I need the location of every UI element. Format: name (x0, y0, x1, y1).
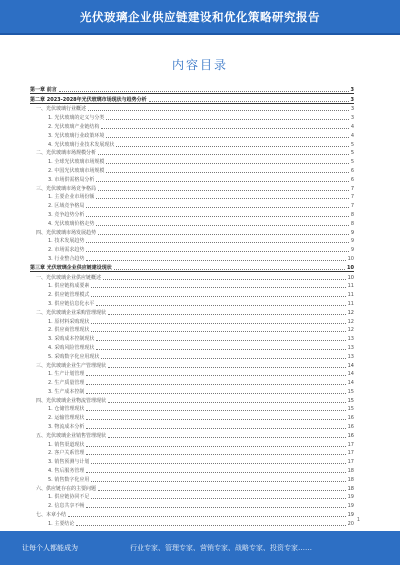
toc-entry-page: 12 (347, 318, 354, 325)
toc-entry[interactable] (30, 200, 354, 209)
toc-leader-dots (91, 322, 345, 324)
toc-entry[interactable] (30, 404, 354, 413)
toc-entry-page: 13 (347, 344, 354, 351)
toc-entry-title: 1. 主要结论 (48, 520, 75, 527)
toc-entry[interactable] (30, 218, 354, 227)
toc-entry-title: 第三章 光伏玻璃企业供应链建设现状 (30, 264, 112, 271)
toc-leader-dots (86, 445, 345, 447)
toc-leader-dots (96, 339, 345, 341)
report-header (0, 0, 400, 35)
toc-entry-title: 4. 光伏玻璃行业技术发展现状 (48, 141, 115, 148)
toc-entry-title: 二、光伏玻璃市场规模分析 (36, 150, 97, 157)
toc-entry-page: 14 (347, 380, 354, 387)
toc-leader-dots (98, 233, 349, 235)
toc-entry[interactable] (30, 165, 354, 174)
toc-entry[interactable] (30, 492, 354, 501)
toc-leader-dots (101, 357, 345, 359)
toc-leader-dots (86, 241, 348, 243)
toc-entry[interactable] (30, 307, 354, 316)
toc-entry[interactable] (30, 386, 354, 395)
toc-entry[interactable] (30, 183, 354, 192)
toc-entry-title: 4. 采购风险管理现状 (48, 344, 95, 351)
toc-entry[interactable] (30, 148, 354, 157)
toc-entry[interactable] (30, 104, 354, 113)
toc-entry[interactable] (30, 316, 354, 325)
toc-entry[interactable] (30, 112, 354, 121)
toc-entry-title: 3. 生产成本控制 (48, 388, 85, 395)
toc-entry[interactable] (30, 483, 354, 492)
toc-entry[interactable] (30, 333, 354, 342)
toc-entry-title: 二、光伏玻璃企业采购管理现状 (36, 309, 107, 316)
toc-entry-page: 6 (350, 167, 354, 174)
toc-entry-page: 18 (347, 468, 354, 475)
toc-leader-dots (91, 480, 345, 482)
toc-entry[interactable] (30, 500, 354, 509)
toc-entry-page: 10 (347, 274, 354, 281)
toc-leader-dots (91, 295, 345, 297)
toc-entry-page: 5 (350, 141, 354, 148)
toc-entry-title: 3. 供应链信息化水平 (48, 300, 95, 307)
toc-entry-title: 2. 供应链管理模式 (48, 292, 90, 299)
toc-leader-dots (88, 109, 349, 111)
toc-leader-dots (91, 462, 345, 464)
toc-entry-title: 3. 光伏玻璃行业政策环境 (48, 132, 105, 139)
toc-entry-title: 4. 售后服务管理 (48, 468, 85, 475)
toc-entry-title: 2. 市场需求趋势 (48, 247, 85, 254)
toc-entry-page: 12 (347, 309, 354, 316)
toc-entry-page: 7 (350, 185, 354, 192)
toc-leader-dots (106, 136, 348, 138)
footer-tagline: 行业专家、管理专家、营销专家、战略专家、投资专家…… (130, 544, 312, 552)
toc-entry-page: 11 (347, 292, 354, 299)
toc-entry[interactable] (30, 236, 354, 245)
table-of-contents (30, 84, 354, 527)
toc-leader-dots (68, 515, 346, 517)
toc-leader-dots (114, 268, 345, 270)
toc-entry[interactable] (30, 192, 354, 201)
toc-leader-dots (108, 401, 346, 403)
toc-entry-page: 15 (347, 406, 354, 413)
toc-entry[interactable] (30, 289, 354, 298)
toc-leader-dots (86, 506, 345, 508)
toc-entry[interactable] (30, 509, 354, 518)
toc-leader-dots (106, 162, 348, 164)
toc-entry-page: 20 (347, 520, 354, 527)
toc-leader-dots (86, 259, 345, 261)
toc-leader-dots (86, 427, 345, 429)
toc-leader-dots (96, 348, 345, 350)
toc-entry-title: 三、光伏玻璃市场竞争格局 (36, 185, 97, 192)
toc-entry-title: 1. 供应链协同不足 (48, 494, 90, 501)
toc-leader-dots (149, 100, 349, 102)
toc-entry[interactable] (30, 121, 354, 130)
toc-entry-page: 17 (347, 441, 354, 448)
toc-leader-dots (86, 383, 345, 385)
toc-entry[interactable] (30, 130, 354, 139)
toc-entry-title: 1. 主要企业市场份额 (48, 194, 95, 201)
toc-entry-page: 5 (350, 159, 354, 166)
toc-entry-page: 4 (350, 123, 354, 130)
toc-entry-title: 5. 销售数字化应用 (48, 476, 90, 483)
toc-entry-title: 1. 供应链构成要素 (48, 283, 90, 290)
toc-entry-title: 3. 竞争趋势分析 (48, 211, 85, 218)
toc-entry-page: 19 (347, 512, 354, 519)
toc-entry-title: 2. 供应商管理现状 (48, 327, 90, 334)
toc-entry-title: 1. 生产计划管理 (48, 371, 85, 378)
toc-entry-title: 5. 采购数字化应用现状 (48, 353, 100, 360)
toc-entry-page: 3 (350, 96, 354, 103)
toc-entry[interactable] (30, 298, 354, 307)
toc-entry[interactable] (30, 342, 354, 351)
toc-entry-page: 16 (347, 432, 354, 439)
toc-entry-page: 14 (347, 362, 354, 369)
toc-heading: 内容目录 (171, 58, 228, 72)
toc-entry-page: 18 (347, 485, 354, 492)
toc-entry[interactable] (30, 325, 354, 334)
toc-entry-title: 2. 区域竞争格局 (48, 203, 85, 210)
toc-entry-page: 8 (350, 211, 354, 218)
toc-entry-page: 5 (350, 150, 354, 157)
toc-leader-dots (86, 453, 345, 455)
toc-entry-page: 7 (350, 203, 354, 210)
toc-entry-page: 9 (350, 238, 354, 245)
toc-entry-title: 七、本章小结 (36, 512, 67, 519)
toc-entry-title: 2. 中国光伏玻璃市场规模 (48, 167, 105, 174)
toc-entry[interactable] (30, 377, 354, 386)
toc-entry-page: 19 (347, 503, 354, 510)
toc-entry-page: 3 (350, 115, 354, 122)
toc-entry[interactable] (30, 369, 354, 378)
toc-entry-page: 7 (350, 194, 354, 201)
toc-entry-page: 4 (350, 132, 354, 139)
toc-entry-title: 2. 生产质量管理 (48, 380, 85, 387)
toc-entry-title: 2. 光伏玻璃产业链结构 (48, 123, 100, 130)
report-title: 光伏玻璃企业供应链建设和优化策略研究报告 (80, 10, 320, 24)
toc-entry-title: 1. 原材料采购现状 (48, 318, 90, 325)
toc-leader-dots (86, 206, 348, 208)
toc-entry-page: 11 (347, 283, 354, 290)
toc-leader-dots (86, 471, 345, 473)
toc-entry-page: 9 (350, 229, 354, 236)
toc-entry-title: 3. 市场供需格局分析 (48, 176, 95, 183)
toc-entry-page: 17 (347, 450, 354, 457)
toc-entry-title: 1. 光伏玻璃的定义与分类 (48, 115, 105, 122)
toc-entry-page: 19 (347, 494, 354, 501)
toc-entry[interactable] (30, 412, 354, 421)
toc-entry-page: 16 (347, 415, 354, 422)
toc-leader-dots (108, 313, 346, 315)
toc-entry[interactable] (30, 360, 354, 369)
toc-leader-dots (96, 197, 348, 199)
toc-entry-title: 1. 销售渠道现状 (48, 441, 85, 448)
toc-entry[interactable] (30, 456, 354, 465)
toc-leader-dots (98, 189, 349, 191)
toc-entry-page: 3 (350, 86, 354, 93)
toc-entry-title: 1. 仓储管理现状 (48, 406, 85, 413)
toc-entry-title: 4. 光伏玻璃价格走势 (48, 220, 95, 227)
page-number: 1 (356, 517, 360, 523)
toc-entry-page: 8 (350, 220, 354, 227)
toc-entry-page: 13 (347, 353, 354, 360)
toc-entry-title: 三、光伏玻璃企业生产管理现状 (36, 362, 107, 369)
toc-leader-dots (103, 278, 346, 280)
toc-entry[interactable] (30, 156, 354, 165)
toc-leader-dots (76, 524, 345, 526)
toc-entry[interactable] (30, 421, 354, 430)
toc-entry-title: 1. 技术发展趋势 (48, 238, 85, 245)
toc-entry[interactable] (30, 281, 354, 290)
toc-leader-dots (96, 304, 345, 306)
toc-leader-dots (86, 392, 345, 394)
toc-entry-title: 1. 全球光伏玻璃市场规模 (48, 159, 105, 166)
toc-leader-dots (98, 153, 349, 155)
toc-entry-title: 3. 物流成本分析 (48, 424, 85, 431)
toc-entry[interactable] (30, 439, 354, 448)
toc-leader-dots (96, 224, 348, 226)
toc-entry-page: 10 (347, 264, 354, 271)
toc-entry[interactable] (30, 94, 354, 104)
toc-entry-title: 五、光伏玻璃企业销售管理现状 (36, 432, 107, 439)
toc-entry-title: 3. 采购成本控制现状 (48, 336, 95, 343)
toc-entry[interactable] (30, 209, 354, 218)
toc-entry-title: 第二章 2023-2028年光伏玻璃市场现状与趋势分析 (30, 96, 147, 103)
toc-entry-page: 17 (347, 459, 354, 466)
toc-entry[interactable] (30, 430, 354, 439)
toc-entry-page: 14 (347, 371, 354, 378)
toc-entry-page: 16 (347, 424, 354, 431)
toc-leader-dots (91, 286, 345, 288)
toc-leader-dots (98, 489, 346, 491)
toc-entry[interactable] (30, 351, 354, 360)
toc-leader-dots (91, 330, 345, 332)
toc-leader-dots (108, 366, 346, 368)
toc-entry-title: 2. 运输管理现状 (48, 415, 85, 422)
toc-leader-dots (116, 145, 348, 147)
toc-leader-dots (86, 374, 345, 376)
toc-entry[interactable] (30, 227, 354, 236)
toc-entry[interactable] (30, 395, 354, 404)
toc-leader-dots (59, 90, 349, 92)
toc-entry-title: 3. 行业整合趋势 (48, 255, 85, 262)
toc-leader-dots (108, 436, 346, 438)
toc-leader-dots (86, 215, 348, 217)
toc-entry-page: 13 (347, 336, 354, 343)
toc-entry-page: 15 (347, 388, 354, 395)
toc-leader-dots (101, 127, 348, 129)
report-footer (0, 531, 400, 565)
toc-leader-dots (86, 409, 345, 411)
toc-entry[interactable] (30, 272, 354, 281)
toc-leader-dots (96, 180, 348, 182)
toc-entry-title: 2. 客户关系管理 (48, 450, 85, 457)
toc-entry-title: 四、光伏玻璃市场发展趋势 (36, 229, 97, 236)
toc-entry-page: 3 (350, 106, 354, 113)
toc-entry-title: 2. 信息共享不畅 (48, 503, 85, 510)
toc-entry[interactable] (30, 474, 354, 483)
toc-leader-dots (106, 118, 348, 120)
toc-entry-title: 一、光伏玻璃行业概述 (36, 106, 87, 113)
toc-entry-page: 6 (350, 176, 354, 183)
toc-entry[interactable] (30, 84, 354, 94)
toc-entry[interactable] (30, 448, 354, 457)
toc-entry-title: 四、光伏玻璃企业物流管理现状 (36, 397, 107, 404)
toc-entry-page: 11 (347, 300, 354, 307)
toc-leader-dots (86, 418, 345, 420)
toc-entry-page: 15 (347, 397, 354, 404)
toc-entry[interactable] (30, 262, 354, 272)
toc-entry-page: 10 (347, 255, 354, 262)
toc-entry-title: 一、光伏玻璃企业供应链概述 (36, 274, 102, 281)
toc-entry[interactable] (30, 244, 354, 253)
toc-entry[interactable] (30, 139, 354, 148)
toc-entry-page: 12 (347, 327, 354, 334)
footer-slogan: 让每个人都能成为 (22, 544, 78, 552)
toc-leader-dots (86, 250, 348, 252)
toc-entry-title: 3. 销售预测与计划 (48, 459, 90, 466)
toc-entry[interactable] (30, 174, 354, 183)
toc-entry-page: 18 (347, 476, 354, 483)
toc-entry[interactable] (30, 518, 354, 527)
toc-entry[interactable] (30, 465, 354, 474)
toc-leader-dots (91, 497, 345, 499)
toc-entry-page: 9 (350, 247, 354, 254)
toc-entry-title: 第一章 前言 (30, 86, 57, 93)
toc-entry-title: 六、供应链存在的主要问题 (36, 485, 97, 492)
toc-entry[interactable] (30, 253, 354, 262)
toc-leader-dots (106, 171, 348, 173)
